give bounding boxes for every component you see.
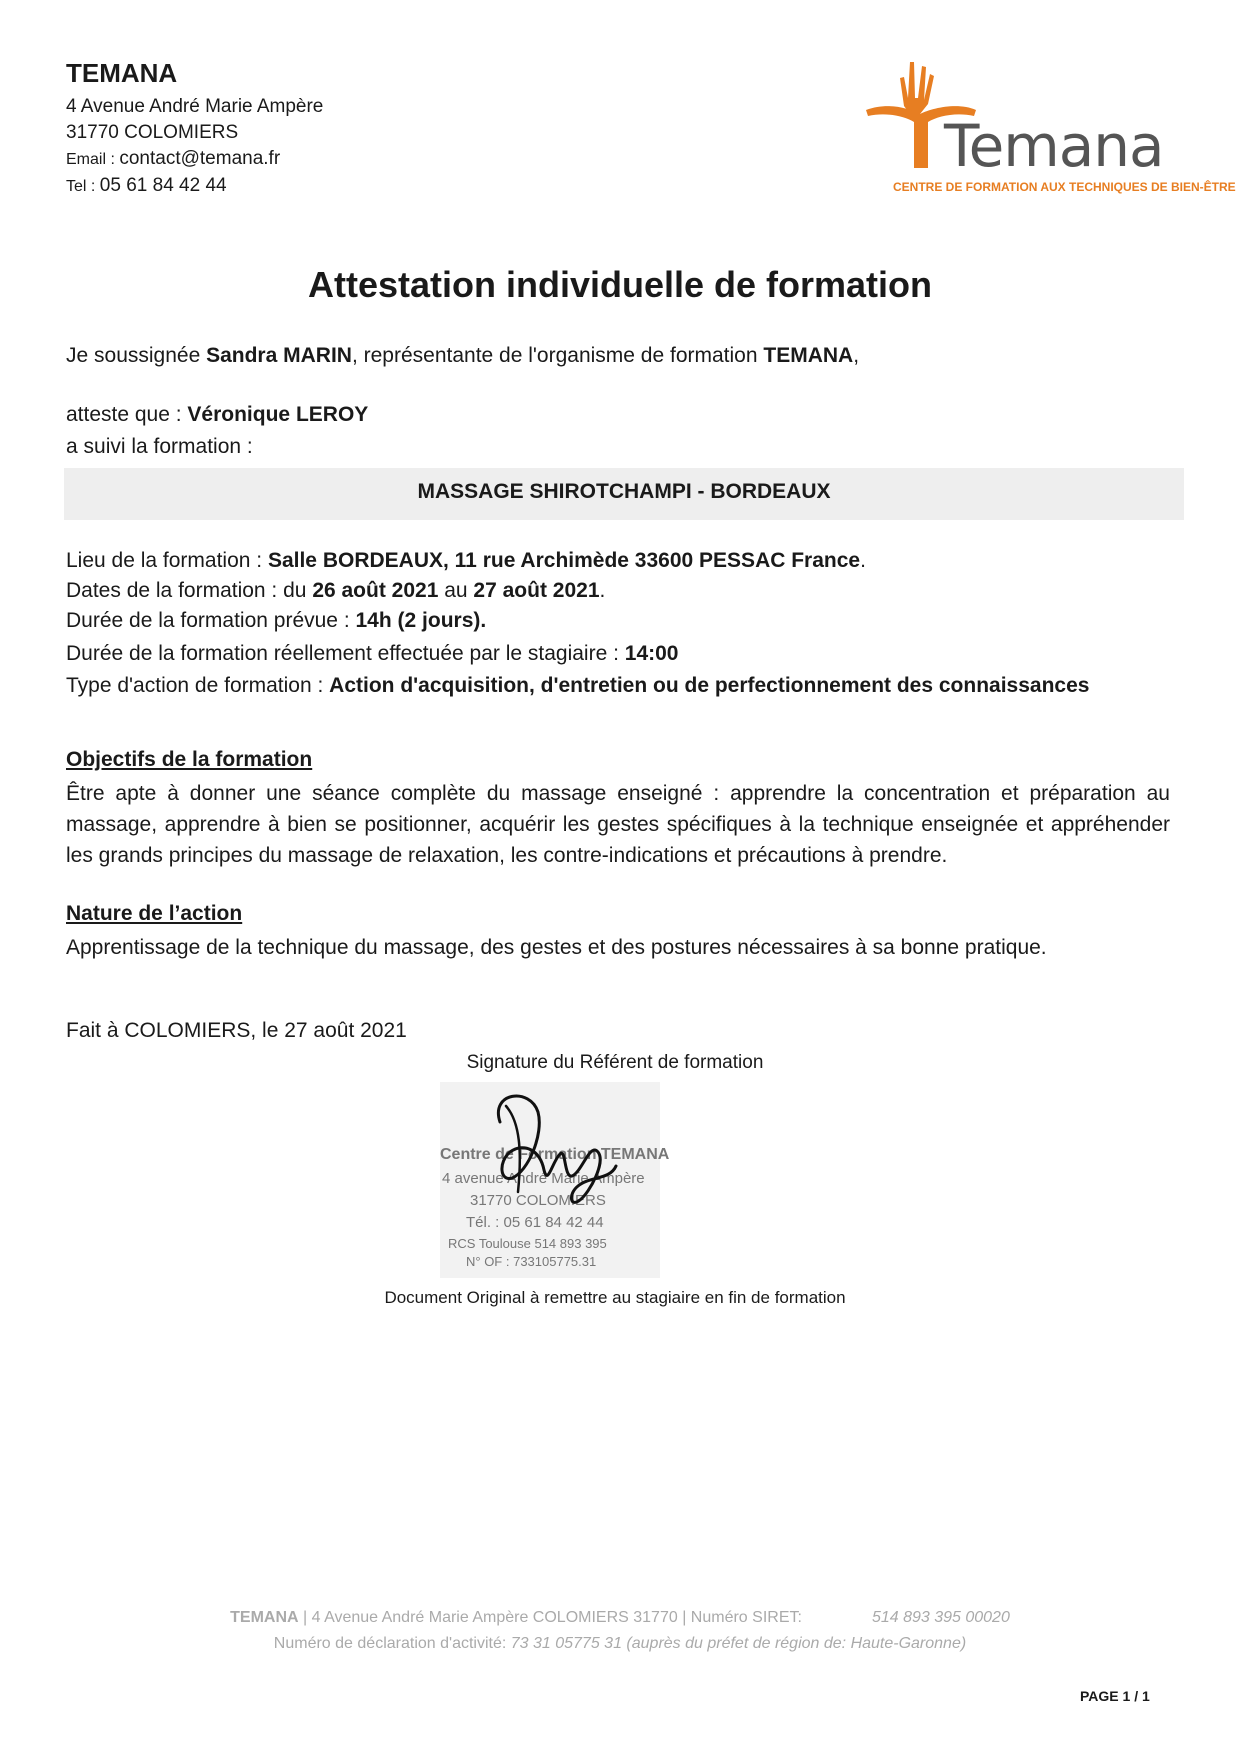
footer-line-2 <box>0 1635 1240 1653</box>
dates-end: . <box>599 579 606 602</box>
stamp-line-2: 4 avenue André Marie Ampère <box>442 1170 645 1187</box>
stamp-line-6: N° OF : 733105775.31 <box>466 1254 597 1269</box>
footer-line-1 <box>0 1609 1240 1627</box>
lieu-value: Salle BORDEAUX, 11 rue Archimède 33600 PESSAC France <box>267 549 861 572</box>
dates-line <box>66 576 605 606</box>
trainee-name: Véronique LEROY <box>187 403 369 426</box>
footer-siret: 514 893 395 00020 <box>871 1609 1010 1626</box>
formation-name: MASSAGE SHIROTCHAMPI - BORDEAUX <box>417 480 831 503</box>
objectifs-text: Être apte à donner une séance complète du massage enseigné : apprendre la concentration et préparation au massage, apprendre à bien se positionner, acquérir les gestes spécifiques à la technique enseignée et appréhender les grands principes du massage de relaxation, les contre-indications et précautions à prendre. <box>66 782 1170 867</box>
footer-declaration-value: 73 31 05775 31 (auprès du préfet de région de: Haute-Garonne) <box>510 1635 967 1652</box>
lieu-line <box>66 546 866 576</box>
lieu-label: Lieu de la formation : <box>66 549 268 572</box>
organization-name: TEMANA <box>66 58 178 88</box>
attest-line-2: a suivi la formation : <box>66 435 253 458</box>
tel-label: Tel : <box>66 178 100 195</box>
dates-mid: au <box>438 579 474 602</box>
footer-address: | 4 Avenue André Marie Ampère COLOMIERS 31770 | Numéro SIRET: <box>298 1609 802 1626</box>
intro-text-1: Je soussignée <box>66 344 207 367</box>
attest-line <box>66 400 368 430</box>
handwritten-signature <box>440 1082 660 1278</box>
organization-ref: TEMANA <box>763 344 854 367</box>
page-number: PAGE 1 / 1 <box>1080 1688 1150 1704</box>
signatory-name: Sandra MARIN <box>206 344 352 367</box>
tel-value: 05 61 84 42 44 <box>99 175 227 196</box>
duree-prevue-line <box>66 606 486 636</box>
footer-declaration-label: Numéro de déclaration d'activité: <box>273 1635 511 1652</box>
duree-prevue-value: 14h (2 jours). <box>355 609 487 632</box>
date-end: 27 août 2021 <box>473 579 600 602</box>
fait-a-line: Fait à COLOMIERS, le 27 août 2021 <box>66 1019 407 1042</box>
footer-org: TEMANA <box>230 1609 299 1626</box>
attest-prefix: atteste que : <box>66 403 188 426</box>
logo-wordmark: Temana <box>944 112 1164 180</box>
intro-text-2: , représentante de l'organisme de formation <box>351 344 764 367</box>
stamp-line-1: Centre de Formation TEMANA <box>440 1146 670 1163</box>
address-line-1: 4 Avenue André Marie Ampère <box>66 96 324 117</box>
email-label: Email : <box>66 151 120 168</box>
type-action-line <box>66 671 1089 701</box>
objectifs-title: Objectifs de la formation <box>66 748 313 771</box>
signature-label: Signature du Référent de formation <box>466 1052 764 1073</box>
stamp-line-3: 31770 COLOMIERS <box>470 1192 606 1209</box>
duree-prevue-label: Durée de la formation prévue : <box>66 609 356 632</box>
address-line-2: 31770 COLOMIERS <box>66 122 239 143</box>
date-start: 26 août 2021 <box>312 579 439 602</box>
duree-reelle-label: Durée de la formation réellement effectuée par le stagiaire : <box>66 642 625 665</box>
email-value: contact@temana.fr <box>119 148 281 169</box>
document-title: Attestation individuelle de formation <box>307 264 933 305</box>
tel-line <box>66 173 227 200</box>
signature-stamp <box>440 1082 670 1278</box>
document-note: Document Original à remettre au stagiaire en fin de formation <box>384 1288 846 1307</box>
email-line <box>66 146 280 173</box>
type-action-label: Type d'action de formation : <box>66 674 330 697</box>
stamp-line-5: RCS Toulouse 514 893 395 <box>448 1236 607 1251</box>
nature-title: Nature de l’action <box>66 902 243 925</box>
dates-label: Dates de la formation : du <box>66 579 313 602</box>
lieu-end: . <box>860 549 866 572</box>
duree-reelle-value: 14:00 <box>624 642 679 665</box>
type-action-value: Action d'acquisition, d'entretien ou de perfectionnement des connaissances <box>329 674 1090 697</box>
duree-reelle-line <box>66 639 678 669</box>
nature-text: Apprentissage de la technique du massage, des gestes et des postures nécessaires à sa bonne pratique. <box>66 936 1047 959</box>
intro-text-3: , <box>853 344 860 367</box>
intro-sentence <box>66 341 859 371</box>
logo-tagline: CENTRE DE FORMATION AUX TECHNIQUES DE BIEN-ÊTRE <box>893 180 1236 194</box>
stamp-line-4: Tél. : 05 61 84 42 44 <box>466 1214 604 1231</box>
